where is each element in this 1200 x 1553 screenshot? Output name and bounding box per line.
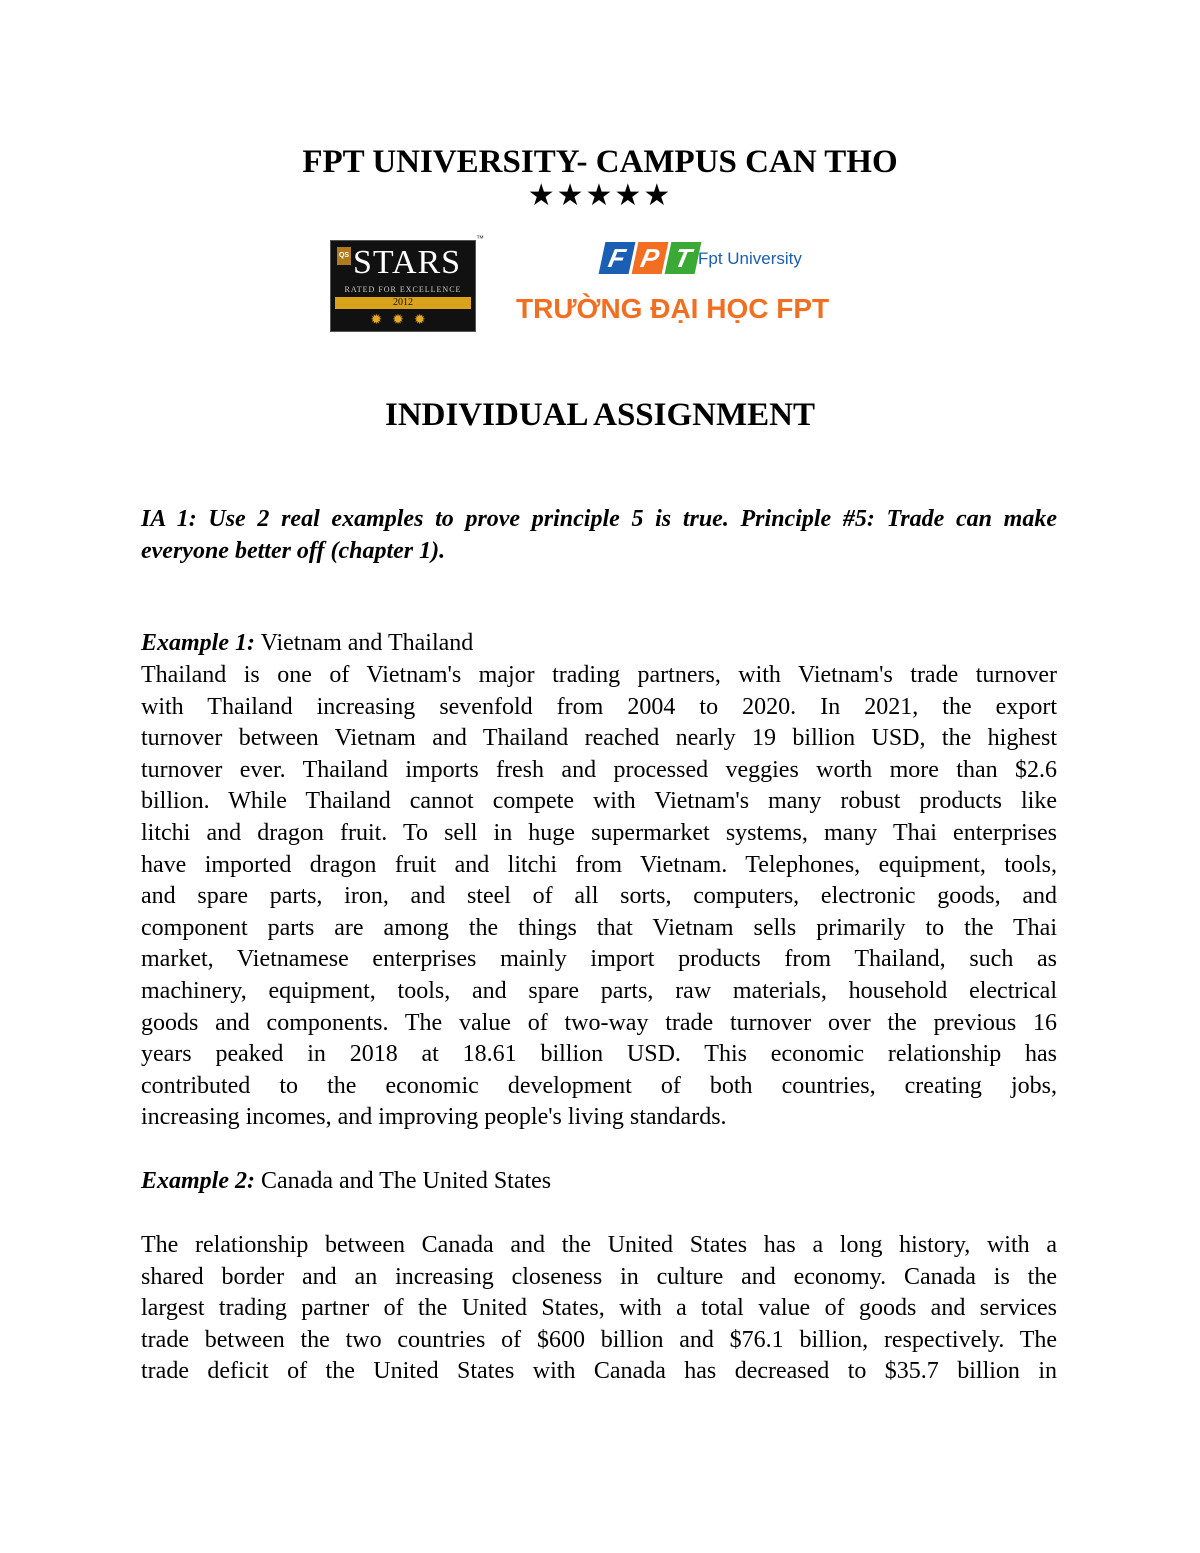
ia-prompt: IA 1: Use 2 real examples to prove principle 5 is true. Principle #5: Trade can make everyone better off (chapter 1). (141, 506, 1057, 564)
text-line: and spare parts, iron, and steel of all sorts, computers, electronic goods, and (141, 883, 1057, 910)
qs-stars-logo (330, 240, 476, 332)
text-line: years peaked in 2018 at 18.61 billion USD. This economic relationship has (141, 1041, 1057, 1068)
example-2-heading (141, 1166, 1057, 1198)
text-line: with Thailand increasing sevenfold from 2004 to 2020. In 2021, the export (141, 693, 1057, 720)
example-1-paragraph (141, 660, 1057, 1134)
text-line: billion. While Thailand cannot compete with Vietnam's many robust products like (141, 788, 1057, 815)
qs-badge-stars-icon: ✹✹✹ (370, 312, 436, 328)
logos-row (330, 232, 890, 332)
text-line: turnover ever. Thailand imports fresh and processed veggies worth more than $2.6 (141, 756, 1057, 783)
text-line: trade between the two countries of $600 billion and $76.1 billion, respectively. The (141, 1326, 1057, 1353)
example-1-label: Example 1: (141, 630, 255, 656)
university-title: FPT UNIVERSITY- CAMPUS CAN THO (302, 144, 898, 180)
fpt-vietnamese-name: TRƯỜNG ĐẠI HỌC FPT (516, 293, 830, 324)
assignment-heading: INDIVIDUAL ASSIGNMENT (384, 397, 815, 433)
qs-mark: QS (337, 247, 351, 265)
example-2-paragraph (141, 1230, 1057, 1388)
qs-rated-text: RATED FOR EXCELLENCE (344, 285, 462, 294)
text-line: machinery, equipment, tools, and spare parts, raw materials, household electrical (141, 977, 1057, 1004)
text-line: have imported dragon fruit and litchi from Vietnam. Telephones, equipment, tools, (141, 851, 1057, 878)
text-line: turnover between Vietnam and Thailand reached nearly 19 billion USD, the highest (141, 725, 1057, 752)
example-2-subject: Canada and The United States (255, 1168, 552, 1194)
text-line: litchi and dragon fruit. To sell in huge supermarket systems, many Thai enterprises (141, 819, 1057, 846)
example-1-heading (141, 628, 1057, 660)
fpt-university-name: Fpt University (698, 249, 802, 268)
qs-year: 2012 (335, 297, 471, 309)
example-2-label: Example 2: (141, 1168, 255, 1194)
fpt-letter-p: P (632, 242, 669, 274)
fpt-letter-f: F (599, 242, 636, 274)
text-line: The relationship between Canada and the United States has a long history, with a (141, 1232, 1057, 1258)
text-line: largest trading partner of the United States, with a total value of goods and services (141, 1295, 1057, 1322)
text-line: component parts are among the things that Vietnam sells primarily to the Thai (141, 914, 1057, 941)
text-line: trade deficit of the United States with Canada has decreased to $35.7 billion in (141, 1358, 1057, 1385)
trademark-symbol: ™ (476, 234, 484, 243)
text-line: goods and components. The value of two-way trade turnover over the previous 16 (141, 1009, 1057, 1036)
text-line: Thailand is one of Vietnam's major trading partners, with Vietnam's trade turnover (141, 662, 1057, 688)
rating-stars: ★★★★★ (527, 178, 673, 213)
text-line: market, Vietnamese enterprises mainly import products from Thailand, such as (141, 946, 1057, 973)
text-line: contributed to the economic development of both countries, creating jobs, (141, 1072, 1057, 1099)
text-line: shared border and an increasing closeness in culture and economy. Canada is the (141, 1263, 1057, 1290)
qs-stars-word: STARS (353, 244, 462, 281)
example-1-subject: Vietnam and Thailand (255, 630, 474, 656)
fpt-letter-t: T (665, 242, 702, 274)
text-line: increasing incomes, and improving people's living standards. (141, 1104, 727, 1131)
